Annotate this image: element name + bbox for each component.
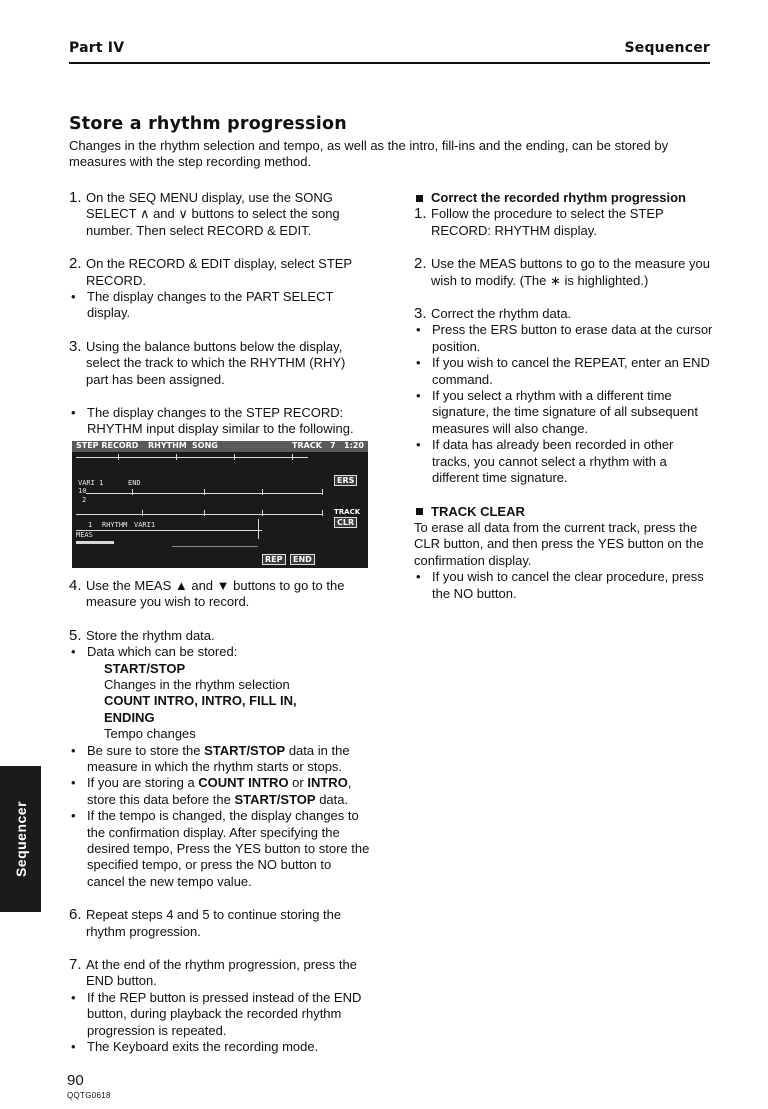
bullet-text: If data has already been recorded in other tracks, you cannot select a rhythm with a different time signature.: [432, 437, 674, 486]
step-3: [414, 306, 714, 322]
step-2: [69, 256, 371, 289]
step-number: 7.: [69, 956, 82, 973]
bullet: [69, 775, 371, 808]
lcd-tick: [176, 454, 177, 460]
side-tab: [0, 766, 41, 912]
bullet-text: [87, 743, 350, 774]
document-code: QQTG0618: [67, 1091, 111, 1100]
lcd-tick: [142, 510, 143, 516]
step-text: Use the MEAS buttons to go to the measure you wish to modify. (The ∗ is highlighted.): [431, 256, 710, 288]
bullet-text: If you select a rhythm with a different time signature, the time signature of all subsequent measures will also change.: [432, 388, 698, 436]
step-2: [414, 256, 714, 289]
lcd-variation: VARI 1: [78, 478, 104, 487]
lcd-tick: [118, 454, 119, 460]
lcd-ers-button: ERS: [334, 475, 357, 486]
bullet-dot: •: [71, 405, 76, 421]
step-1: [69, 190, 371, 239]
lcd-track-index: 1: [88, 520, 93, 529]
track-clear-paragraph: To erase all data from the current track, press the CLR button, and then press the YES button on the confirmation display.: [414, 519, 704, 568]
storable-item: COUNT INTRO, INTRO, FILL IN,: [104, 693, 297, 709]
step-number: 3.: [69, 337, 82, 355]
step-text: Use the MEAS ▲ and ▼ buttons to go to the measure you wish to record.: [86, 577, 345, 610]
bullet: [69, 289, 371, 322]
header-part: Part IV: [69, 40, 125, 56]
bullet: [69, 644, 371, 660]
lcd-tick: [204, 510, 205, 516]
text-run: data.: [315, 791, 349, 807]
bullet-dot: •: [416, 569, 421, 585]
step-number: 2.: [69, 255, 82, 273]
lcd-tick: [132, 489, 133, 495]
lcd-counter: 1:20: [344, 440, 364, 450]
storable-item: START/STOP: [104, 660, 186, 676]
bullet-dot: •: [71, 808, 76, 824]
lcd-track-number: 7: [330, 440, 336, 450]
right-column: [414, 190, 714, 602]
bullet: [69, 990, 371, 1039]
step-3: [69, 339, 371, 388]
step-number: 1.: [69, 189, 82, 206]
lcd-tab-rhythm: RHYTHM: [148, 440, 187, 450]
header-rule: [69, 62, 710, 64]
step-number: 3.: [414, 305, 427, 323]
page-number: 90: [67, 1072, 84, 1089]
step-text: Correct the rhythm data.: [431, 306, 572, 322]
text-run-bold: START/STOP: [204, 742, 286, 758]
step-7: [69, 957, 371, 990]
step-number: 6.: [69, 906, 82, 924]
lcd-dotted-line: [172, 546, 258, 547]
bullet-dot: •: [416, 322, 421, 338]
section-heading-text: Correct the recorded rhythm progression: [431, 190, 686, 205]
step-5: [69, 628, 371, 644]
step-number: 2.: [414, 255, 427, 273]
storable-item: Tempo changes: [104, 726, 196, 742]
bullet: [414, 569, 714, 602]
lcd-tick: [322, 510, 323, 516]
text-run-bold: COUNT INTRO: [198, 775, 289, 791]
text-run: , store this data before the: [87, 775, 352, 807]
bullet: [69, 808, 371, 890]
step-text: On the SEQ MENU display, use the SONG SELECT ∧ and ∨ buttons to select the song number. Then select RECORD & EDIT.: [86, 190, 340, 238]
bullet-text: If the REP button is pressed instead of the END button, during playback the recorded rhythm progression is repeated.: [87, 989, 362, 1038]
bullet: [69, 1039, 371, 1055]
lcd-title: STEP RECORD: [76, 440, 139, 450]
page-title: Store a rhythm progression: [69, 114, 347, 134]
step-text: Store the rhythm data.: [86, 627, 215, 643]
bullet-text: [87, 775, 351, 806]
step-text: On the RECORD & EDIT display, select STEP RECORD.: [86, 256, 352, 288]
storable-item: Changes in the rhythm selection: [104, 676, 290, 692]
bullet: [69, 405, 371, 438]
text-run-bold: INTRO: [307, 775, 348, 791]
lcd-clr-button: CLR: [334, 517, 357, 528]
lcd-track-label: TRACK: [334, 507, 361, 516]
lcd-row-line: [76, 514, 322, 515]
bullet-dot: •: [71, 1039, 76, 1055]
step-number: 5.: [69, 626, 82, 644]
step-text: Follow the procedure to select the STEP RECORD: RHYTHM display.: [431, 206, 664, 238]
bullet-text: Data which can be stored:: [87, 644, 238, 660]
text-run: If you are storing a: [87, 775, 199, 791]
bullet: [414, 355, 714, 388]
lcd-tick: [234, 454, 235, 460]
lcd-meas-bar: [76, 541, 114, 544]
text-run: Be sure to store the: [87, 742, 205, 758]
bullet-text: The display changes to the STEP RECORD: RHYTHM input display similar to the following.: [87, 405, 354, 437]
bullet: [414, 322, 714, 355]
bullet-dot: •: [71, 742, 76, 758]
lcd-tick: [262, 489, 263, 495]
lcd-beat: 2: [82, 495, 87, 504]
left-column: [69, 190, 371, 1055]
lcd-measure: 10: [78, 486, 87, 495]
bullet-text: If you wish to cancel the REPEAT, enter an END command.: [432, 355, 710, 387]
section-heading-track-clear: [414, 504, 714, 520]
bullet-text: The display changes to the PART SELECT display.: [87, 289, 334, 321]
bullet-dot: •: [71, 989, 76, 1005]
bullet-dot: •: [416, 355, 421, 371]
step-number: 1.: [414, 205, 427, 223]
lcd-tab-song: SONG: [192, 440, 218, 450]
section-heading-correct: [414, 190, 714, 206]
lcd-tick: [204, 489, 205, 495]
lcd-ruler-line: [76, 457, 308, 458]
text-run: or: [288, 775, 308, 791]
lcd-end-button: END: [290, 554, 315, 565]
lcd-divider: [258, 519, 259, 539]
section-heading-text: TRACK CLEAR: [431, 503, 525, 519]
step-text: At the end of the rhythm progression, press the END button.: [86, 957, 357, 989]
step-text: Using the balance buttons below the display, select the track to which the RHYTHM (RHY) part has been assigned.: [86, 338, 346, 387]
bullet-text: Press the ERS button to erase data at the cursor position.: [432, 322, 713, 354]
bullet-dot: •: [71, 289, 76, 305]
step-4: [69, 578, 371, 611]
side-tab-label: Sequencer: [12, 800, 29, 878]
bullet: [414, 388, 714, 437]
bullet: [69, 743, 371, 776]
storable-item: ENDING: [104, 709, 155, 725]
lcd-rep-button: REP: [262, 554, 286, 565]
lcd-tick: [292, 454, 293, 460]
step-text: Repeat steps 4 and 5 to continue storing the rhythm progression.: [86, 907, 342, 939]
bullet-text: The Keyboard exits the recording mode.: [87, 1039, 319, 1055]
bullet-text: If the tempo is changed, the display changes to the confirmation display. After specifying the desired tempo, Press the YES button to store the specified tempo, or press the NO button to cancel the new tempo value.: [87, 808, 370, 889]
lcd-tick: [322, 489, 323, 495]
header-section: Sequencer: [624, 40, 710, 56]
lcd-tick: [262, 510, 263, 516]
lcd-display-illustration: [72, 441, 368, 568]
step-1: [414, 206, 714, 239]
lcd-meas-label: MEAS: [76, 530, 93, 539]
bullet: [414, 437, 714, 486]
lcd-part-name: RHYTHM: [102, 520, 128, 529]
step-number: 4.: [69, 576, 82, 594]
text-run: data in the measure in which the rhythm starts or stops.: [87, 742, 350, 774]
intro-paragraph: Changes in the rhythm selection and tempo, as well as the intro, fill-ins and the ending, can be stored by measures with the step recording method.: [69, 138, 669, 170]
bullet-dot: •: [416, 437, 421, 453]
text-run-bold: START/STOP: [234, 791, 316, 807]
lcd-track: TRACK: [292, 440, 322, 450]
lcd-row-line: [76, 530, 262, 531]
lcd-part-variation: VARI1: [134, 520, 156, 529]
lcd-end-marker: END: [128, 478, 141, 487]
square-bullet-icon: [416, 195, 423, 202]
bullet-dot: •: [71, 644, 76, 660]
bullet-text: If you wish to cancel the clear procedure, press the NO button.: [432, 569, 704, 601]
step-6: [69, 907, 371, 940]
square-bullet-icon: [416, 508, 423, 515]
bullet-dot: •: [416, 388, 421, 404]
bullet-dot: •: [71, 775, 76, 791]
